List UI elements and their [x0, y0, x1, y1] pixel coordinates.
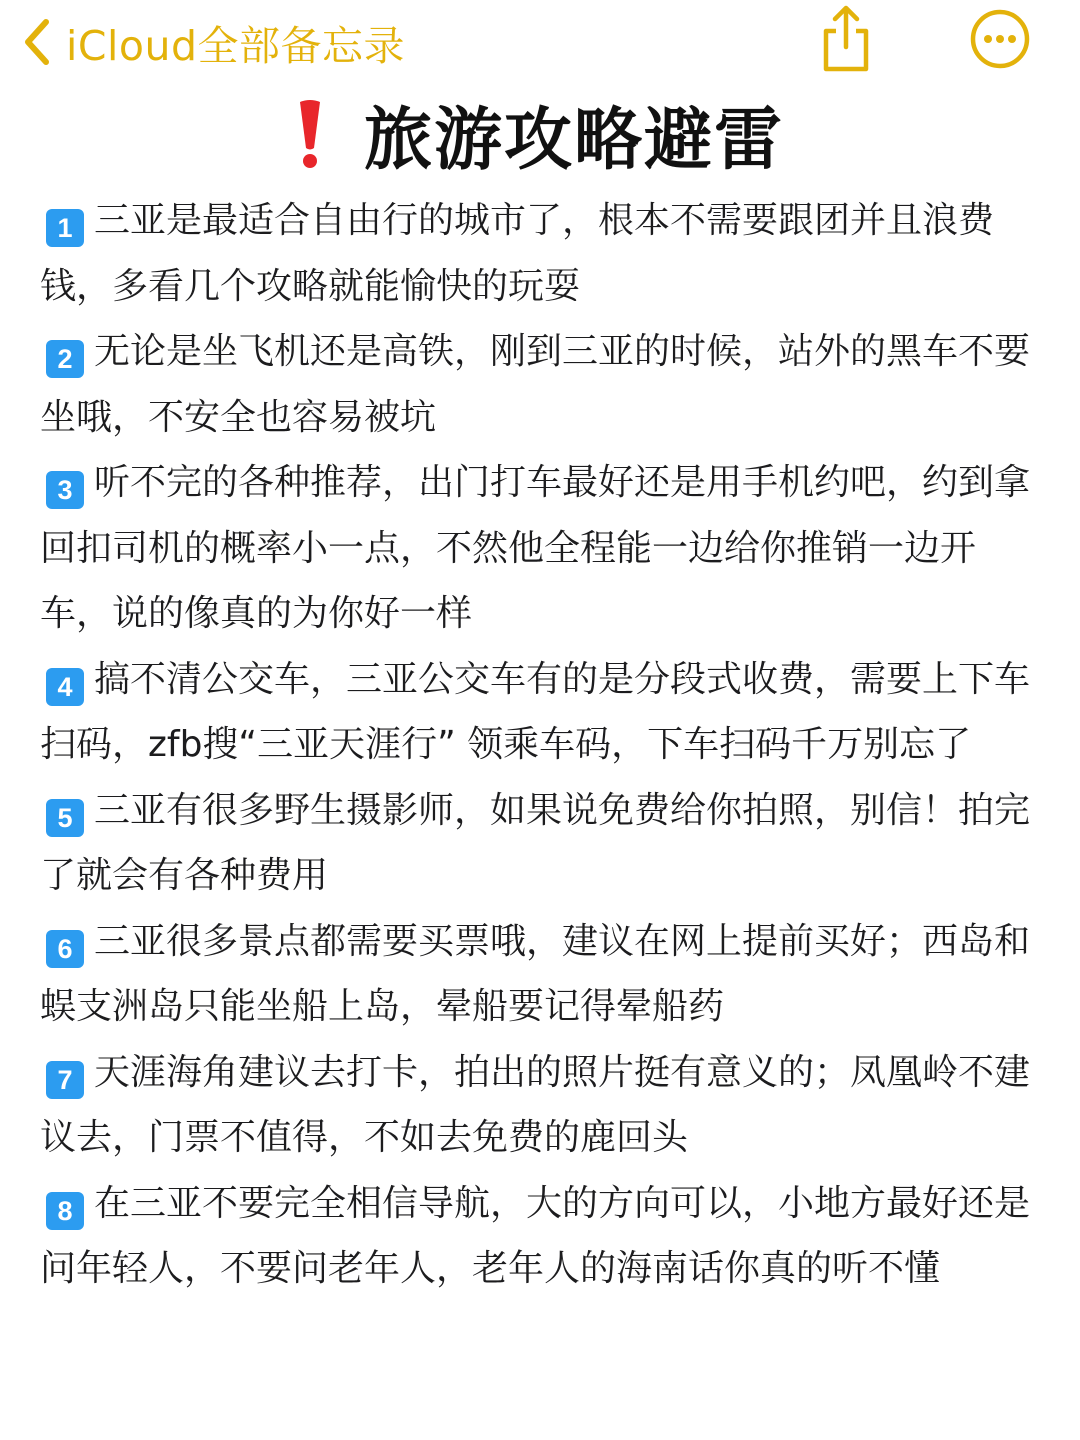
chevron-left-icon	[22, 18, 52, 66]
tip-text: 三亚有很多野生摄影师，如果说免费给你拍照，别信！拍完了就会有各种费用	[40, 789, 1031, 896]
list-item	[40, 188, 1040, 319]
number-badge: 4	[46, 668, 84, 706]
number-badge: 3	[46, 471, 84, 509]
number-badge: 5	[46, 799, 84, 837]
list-item	[40, 909, 1040, 1040]
share-icon	[816, 5, 876, 77]
more-button[interactable]	[968, 6, 1032, 76]
number-badge: 7	[46, 1061, 84, 1099]
note-title-row	[0, 92, 1080, 180]
tip-text: 天涯海角建议去打卡，拍出的照片挺有意义的；凤凰岭不建议去，门票不值得，不如去免费的鹿回头	[40, 1051, 1031, 1158]
number-badge: 2	[46, 340, 84, 378]
list-item	[40, 1040, 1040, 1171]
tip-text: 无论是坐飞机还是高铁，刚到三亚的时候，站外的黑车不要坐哦，不安全也容易被坑	[40, 331, 1031, 438]
tips-list	[40, 188, 1040, 1302]
list-item	[40, 450, 1040, 647]
navigation-bar	[0, 0, 1080, 84]
number-badge: 8	[46, 1192, 84, 1230]
share-button[interactable]	[814, 6, 878, 76]
back-button[interactable]	[22, 12, 405, 72]
note-title: 旅游攻略避雷	[363, 100, 784, 180]
more-ellipsis-icon	[968, 7, 1032, 75]
tip-text: 在三亚不要完全相信导航，大的方向可以，小地方最好还是问年轻人，不要问老年人，老年人的海南话你真的听不懂	[40, 1182, 1031, 1289]
list-item	[40, 1171, 1040, 1302]
number-badge: 6	[46, 930, 84, 968]
number-badge: 1	[46, 209, 84, 247]
list-item	[40, 319, 1040, 450]
red-exclamation-icon	[296, 98, 324, 170]
tip-text: 三亚很多景点都需要买票哦，建议在网上提前买好；西岛和蜈支洲岛只能坐船上岛，晕船要记得晕船药	[40, 920, 1031, 1027]
tip-text: 搞不清公交车，三亚公交车有的是分段式收费，需要上下车扫码，zfb搜“三亚天涯行” 领乘车码，下车扫码千万别忘了	[40, 658, 1031, 765]
list-item	[40, 647, 1040, 778]
tip-text: 听不完的各种推荐，出门打车最好还是用手机约吧，约到拿回扣司机的概率小一点，不然他全程能一边给你推销一边开车，说的像真的为你好一样	[40, 462, 1031, 634]
back-label: iCloud全部备忘录	[66, 21, 406, 70]
tip-text: 三亚是最适合自由行的城市了，根本不需要跟团并且浪费钱，多看几个攻略就能愉快的玩耍	[40, 200, 995, 307]
list-item	[40, 778, 1040, 909]
